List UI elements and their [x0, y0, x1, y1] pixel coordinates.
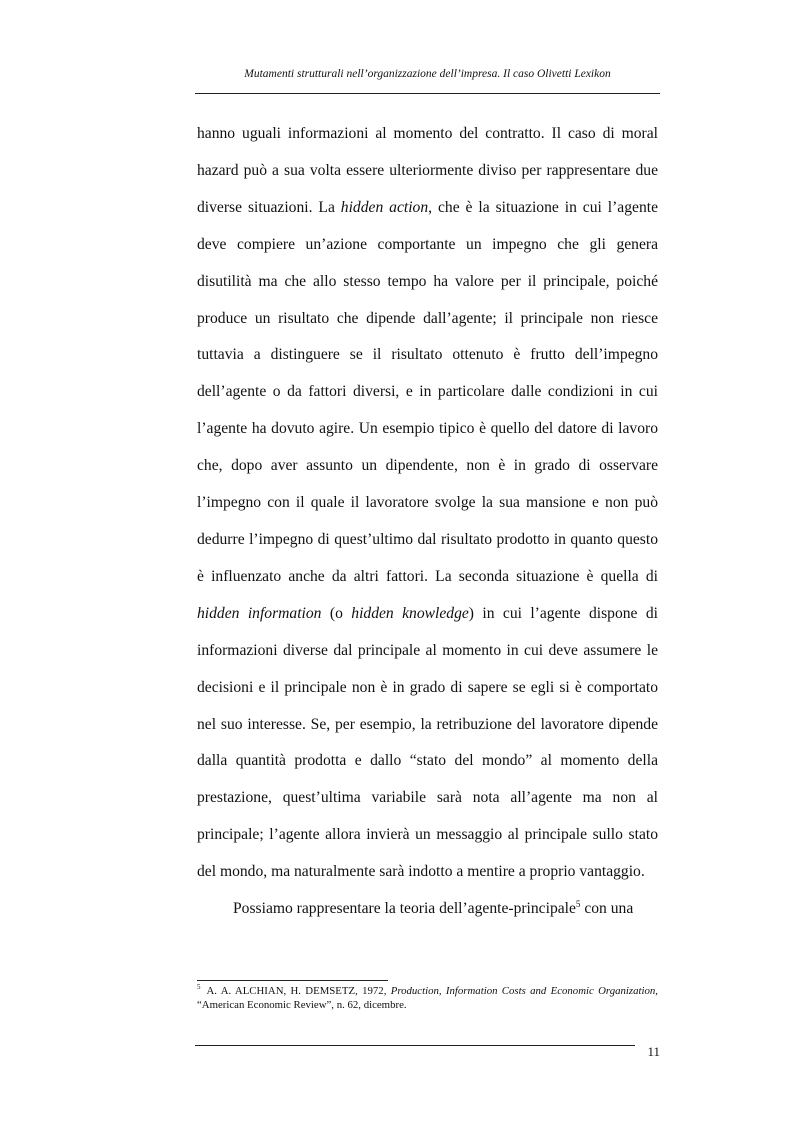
footnote-divider: [197, 980, 388, 981]
footnote-reference[interactable]: 5: [575, 898, 581, 909]
paragraph-1: [197, 116, 658, 891]
footnote-mark: 5: [197, 983, 201, 992]
footnote-title: Production, Information Costs and Economic Organization: [390, 985, 656, 997]
term-hidden-knowledge: hidden knowledge: [351, 604, 469, 622]
page-number: 11: [647, 1044, 660, 1059]
text-run: (o: [321, 604, 352, 622]
footer-divider: [195, 1045, 635, 1046]
footnote-5: [197, 984, 658, 1012]
text-run: con una: [580, 900, 634, 918]
term-hidden-action: hidden action: [340, 198, 429, 216]
text-run: hanno uguali informazioni al momento del contratto. Il caso di moral hazard può a sua volta essere ulteriormente diviso per rappresentare due diverse situazioni. La: [197, 125, 658, 216]
running-header: Mutamenti strutturali nell’organizzazione dell’impresa. Il caso Olivetti Lexikon: [244, 68, 611, 80]
paragraph-2: [197, 891, 658, 928]
term-hidden-information: hidden information: [197, 604, 322, 622]
text-run: ) in cui l’agente dispone di informazioni diverse dal principale al momento in cui deve assumere le decisioni e il principale non è in grado di sapere se egli si è comportato nel suo interesse. Se, per esempio, la retribuzione del lavoratore dipende dalla quantità prodotta e dallo “stato del mondo” al momento della prestazione, quest’ultima variabile sarà nota all’agente ma non al principale; l’agente allora invierà un messaggio al principale sullo stato del mondo, ma naturalmente sarà indotto a mentire a proprio vantaggio.: [197, 604, 658, 881]
footnote-text: A. A. ALCHIAN, H. DEMSETZ, 1972,: [206, 985, 391, 997]
text-run: , che è la situazione in cui l’agente deve compiere un’azione comportante un impegno che gli genera disutilità ma che allo stesso tempo ha valore per il principale, poiché produce un risultato che dipende dall’agente; il principale non riesce tuttavia a distinguere se il risultato ottenuto è frutto dell’impegno dell’agente o da fattori diversi, e in particolare dalle condizioni in cui l’agente ha dovuto agire. Un esempio tipico è quello del datore di lavoro che, dopo aver assunto un dipendente, non è in grado di osservare l’impegno con il quale il lavoratore svolge la sua mansione e non può dedurre l’impegno di quest’ultimo dal risultato prodotto in quanto questo è influenzato anche da altri fattori. La seconda situazione è quella di: [197, 198, 658, 585]
main-text: [197, 116, 658, 928]
footnote-text: , “American Economic Review”, n. 62, dicembre.: [197, 985, 658, 1011]
header-divider: [195, 93, 660, 94]
text-run: Possiamo rappresentare la teoria dell’agente-principale: [233, 900, 576, 918]
